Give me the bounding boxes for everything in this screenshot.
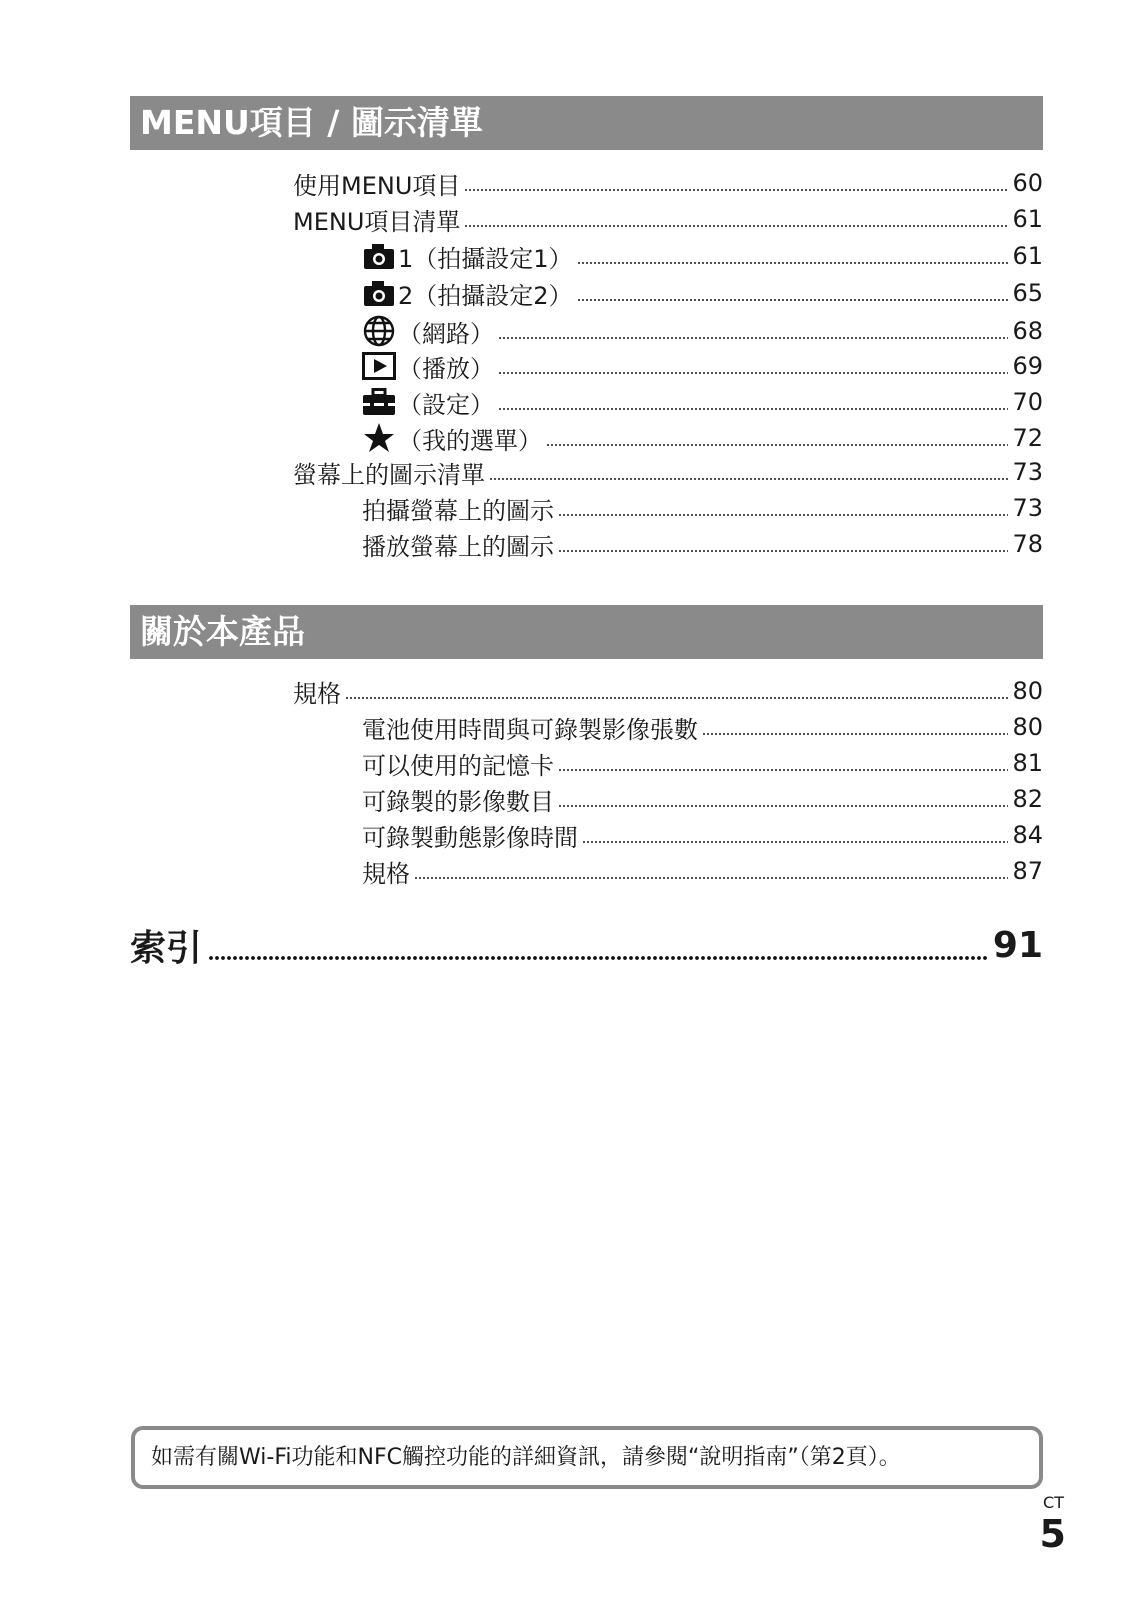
- toc-entry-page: 78: [1012, 530, 1043, 558]
- star-icon: [362, 422, 396, 454]
- dot-leader: [498, 337, 1008, 339]
- toc-entry-label: MENU項目清單: [293, 207, 461, 236]
- play-icon: [362, 350, 396, 382]
- toc-entry-label: 電池使用時間與可錄製影像張數: [362, 715, 698, 744]
- dot-leader: [464, 189, 1008, 191]
- camera-icon: [362, 240, 396, 272]
- wifi-nfc-note: 如需有關Wi-Fi功能和NFC觸控功能的詳細資訊，請參閱“說明指南”（第2頁）。: [131, 1426, 1043, 1489]
- dot-leader: [558, 805, 1008, 807]
- dot-leader: [558, 550, 1008, 552]
- dot-leader: [208, 956, 987, 960]
- toc-entry-page: 73: [1012, 458, 1043, 486]
- toc-entry-page: 80: [1012, 713, 1043, 741]
- toc-entry-label: 2（拍攝設定2）: [398, 281, 573, 310]
- toc-entry-page: 61: [1012, 242, 1043, 270]
- toc-entry-playback[interactable]: [362, 349, 1043, 383]
- dot-leader: [577, 262, 1009, 264]
- dot-leader: [702, 733, 1008, 735]
- index-label: 索引: [130, 927, 203, 969]
- toc-entry-label: 規格: [293, 679, 341, 708]
- camera-icon: [362, 277, 396, 309]
- toc-entry-use-menu[interactable]: [293, 166, 1043, 200]
- toc-entry-label: 規格: [362, 859, 410, 888]
- toc-entry-icon-list[interactable]: [293, 455, 1043, 489]
- section-header-menu-items: MENU項目 / 圖示清單: [130, 96, 1043, 150]
- toc-entry-label: 播放螢幕上的圖示: [362, 532, 554, 561]
- toc-entry-page: 70: [1012, 388, 1043, 416]
- index-page: 91: [992, 924, 1043, 966]
- toc-entry-page: 68: [1012, 317, 1043, 345]
- toc-entry-label: 可錄製的影像數目: [362, 787, 554, 816]
- dot-leader: [489, 478, 1008, 480]
- toc-entry-page: 61: [1012, 205, 1043, 233]
- toc-entry-shooting-screen-icons[interactable]: [362, 491, 1043, 525]
- toc-entry-label: 1（拍攝設定1）: [398, 244, 573, 273]
- toc-entry-page: 80: [1012, 677, 1043, 705]
- toc-entry-shooting-settings-2[interactable]: [362, 276, 1043, 310]
- toc-entry-network[interactable]: [362, 314, 1043, 348]
- toc-entry-index[interactable]: [130, 920, 1043, 970]
- toc-entry-label: （播放）: [398, 354, 494, 383]
- toc-entry-label: 可以使用的記憶卡: [362, 751, 554, 780]
- toc-entry-page: 82: [1012, 785, 1043, 813]
- dot-leader: [464, 225, 1008, 227]
- toc-entry-movie-time[interactable]: [362, 818, 1043, 852]
- toc-entry-label: 拍攝螢幕上的圖示: [362, 496, 554, 525]
- toc-entry-playback-screen-icons[interactable]: [362, 527, 1043, 561]
- toc-entry-setup[interactable]: [362, 385, 1043, 419]
- toc-entry-page: 60: [1012, 169, 1043, 197]
- toc-entry-label: （網路）: [398, 319, 494, 348]
- toc-entry-label: 螢幕上的圖示清單: [293, 460, 485, 489]
- dot-leader: [498, 372, 1008, 374]
- section-header-about-product: 關於本產品: [130, 605, 1043, 659]
- toc-entry-page: 84: [1012, 821, 1043, 849]
- toc-entry-page: 72: [1012, 424, 1043, 452]
- toc-entry-page: 81: [1012, 749, 1043, 777]
- page-number: 5: [1039, 1512, 1066, 1556]
- locale-label: CT: [1043, 1493, 1064, 1512]
- toc-entry-label: （設定）: [398, 390, 494, 419]
- toc-entry-page: 69: [1012, 352, 1043, 380]
- toc-entry-battery-life[interactable]: [362, 710, 1043, 744]
- toc-entry-label: 使用MENU項目: [293, 171, 461, 200]
- toc-entry-my-menu[interactable]: [362, 421, 1043, 455]
- dot-leader: [558, 769, 1008, 771]
- toc-entry-page: 65: [1012, 279, 1043, 307]
- toc-entry-memory-cards[interactable]: [362, 746, 1043, 780]
- dot-leader: [414, 877, 1008, 879]
- dot-leader: [546, 444, 1008, 446]
- dot-leader: [558, 514, 1008, 516]
- dot-leader: [577, 299, 1009, 301]
- toc-entry-specifications-detail[interactable]: [362, 854, 1043, 888]
- toc-entry-page: 73: [1012, 494, 1043, 522]
- dot-leader: [582, 841, 1008, 843]
- globe-icon: [362, 315, 396, 347]
- toc-entry-image-count[interactable]: [362, 782, 1043, 816]
- dot-leader: [345, 697, 1008, 699]
- dot-leader: [498, 408, 1008, 410]
- toc-entry-menu-list[interactable]: [293, 202, 1043, 236]
- toolbox-icon: [362, 386, 396, 418]
- toc-entry-shooting-settings-1[interactable]: [362, 239, 1043, 273]
- toc-entry-label: 可錄製動態影像時間: [362, 823, 578, 852]
- toc-entry-specifications[interactable]: [293, 674, 1043, 708]
- toc-entry-label: （我的選單）: [398, 426, 542, 455]
- toc-entry-page: 87: [1012, 857, 1043, 885]
